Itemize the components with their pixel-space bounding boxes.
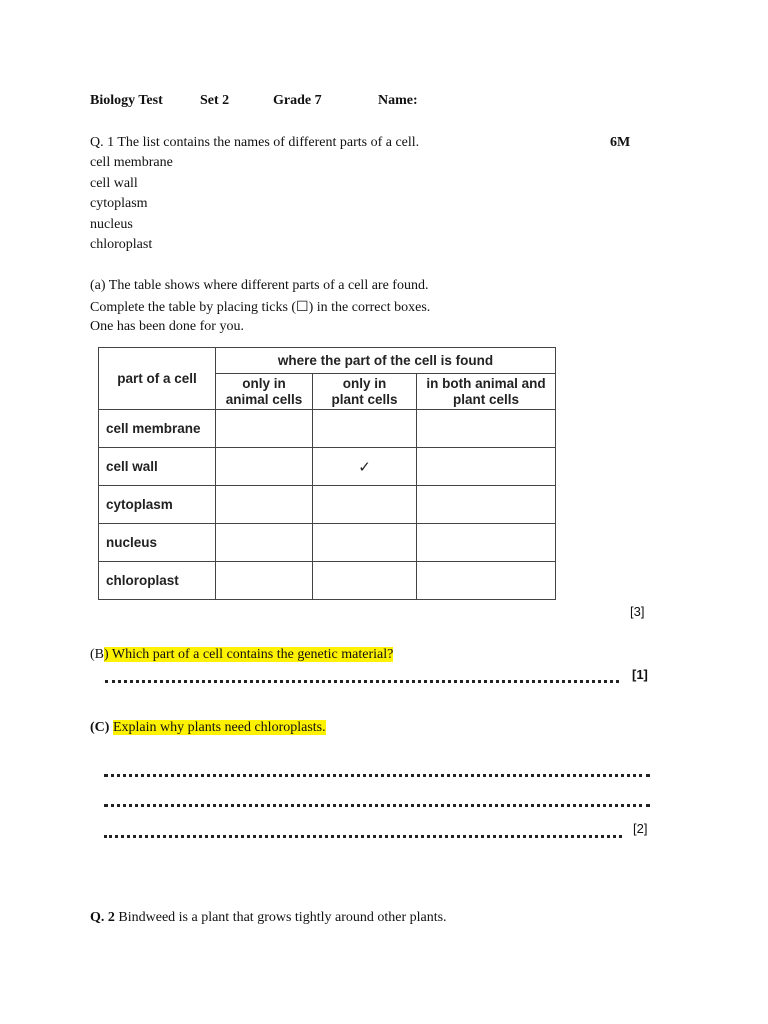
- parts-list-item: chloroplast: [90, 237, 153, 252]
- tick-cell[interactable]: [417, 486, 556, 524]
- answer-line-b[interactable]: [105, 680, 619, 683]
- table-row: [99, 448, 556, 486]
- grade-label: Grade 7: [273, 93, 322, 108]
- tick-cell[interactable]: [216, 410, 313, 448]
- table-row: [99, 562, 556, 600]
- col-header-animal: only in animal cells: [216, 374, 313, 410]
- answer-line-c1[interactable]: [104, 774, 650, 777]
- table-row: [99, 410, 556, 448]
- tick-cell[interactable]: [313, 524, 417, 562]
- part-a-line3: One has been done for you.: [90, 319, 244, 334]
- answer-line-c3[interactable]: [104, 835, 622, 838]
- q1-prompt: Q. 1 The list contains the names of different parts of a cell.: [90, 135, 420, 150]
- cell-parts-table: [98, 347, 556, 600]
- name-label: Name:: [378, 93, 418, 108]
- tick-cell[interactable]: [417, 562, 556, 600]
- tick-cell[interactable]: [417, 410, 556, 448]
- part-b-prefix: (B: [90, 647, 104, 662]
- part-b-question: [90, 647, 393, 663]
- tick-cell[interactable]: [313, 562, 417, 600]
- tick-cell[interactable]: [313, 486, 417, 524]
- q2-number: Q. 2: [90, 910, 115, 925]
- parts-list-item: cell wall: [90, 176, 138, 191]
- test-title: Biology Test: [90, 93, 163, 108]
- set-label: Set 2: [200, 93, 230, 108]
- tick-cell[interactable]: ✓: [313, 448, 417, 486]
- col-header-both: in both animal and plant cells: [417, 374, 556, 410]
- part-c-question: [90, 720, 326, 736]
- part-c-prefix: (C): [90, 720, 110, 735]
- q1-marks: 6M: [610, 135, 631, 150]
- part-c-text: Explain why plants need chloroplasts.: [112, 720, 326, 735]
- row-label: cell wall: [99, 448, 216, 486]
- table-row: [99, 524, 556, 562]
- row-header: part of a cell: [99, 348, 216, 410]
- tick-cell[interactable]: [313, 410, 417, 448]
- tick-cell[interactable]: [216, 486, 313, 524]
- tick-cell[interactable]: [417, 448, 556, 486]
- table-row: [99, 486, 556, 524]
- parts-list-item: nucleus: [90, 217, 133, 232]
- row-label: chloroplast: [99, 562, 216, 600]
- part-b-text: ) Which part of a cell contains the genetic material?: [104, 647, 394, 662]
- row-label: cytoplasm: [99, 486, 216, 524]
- part-c-marks: [2]: [633, 821, 648, 836]
- col-header-plant: only in plant cells: [313, 374, 417, 410]
- q2-prompt: [90, 910, 447, 926]
- parts-list-item: cell membrane: [90, 155, 173, 170]
- tick-cell[interactable]: [216, 524, 313, 562]
- q2-text: Bindweed is a plant that grows tightly around other plants.: [118, 910, 447, 925]
- part-b-marks: [1]: [632, 667, 648, 682]
- part-a-line1: (a) The table shows where different parts of a cell are found.: [90, 278, 429, 293]
- tick-cell[interactable]: [216, 448, 313, 486]
- part-a-line2: Complete the table by placing ticks (☐) in the correct boxes.: [90, 300, 431, 315]
- parts-list-item: cytoplasm: [90, 196, 148, 211]
- part-a-marks: [3]: [630, 604, 645, 619]
- row-label: cell membrane: [99, 410, 216, 448]
- tick-cell[interactable]: [216, 562, 313, 600]
- group-header: where the part of the cell is found: [216, 348, 556, 374]
- tick-cell[interactable]: [417, 524, 556, 562]
- row-label: nucleus: [99, 524, 216, 562]
- answer-line-c2[interactable]: [104, 804, 650, 807]
